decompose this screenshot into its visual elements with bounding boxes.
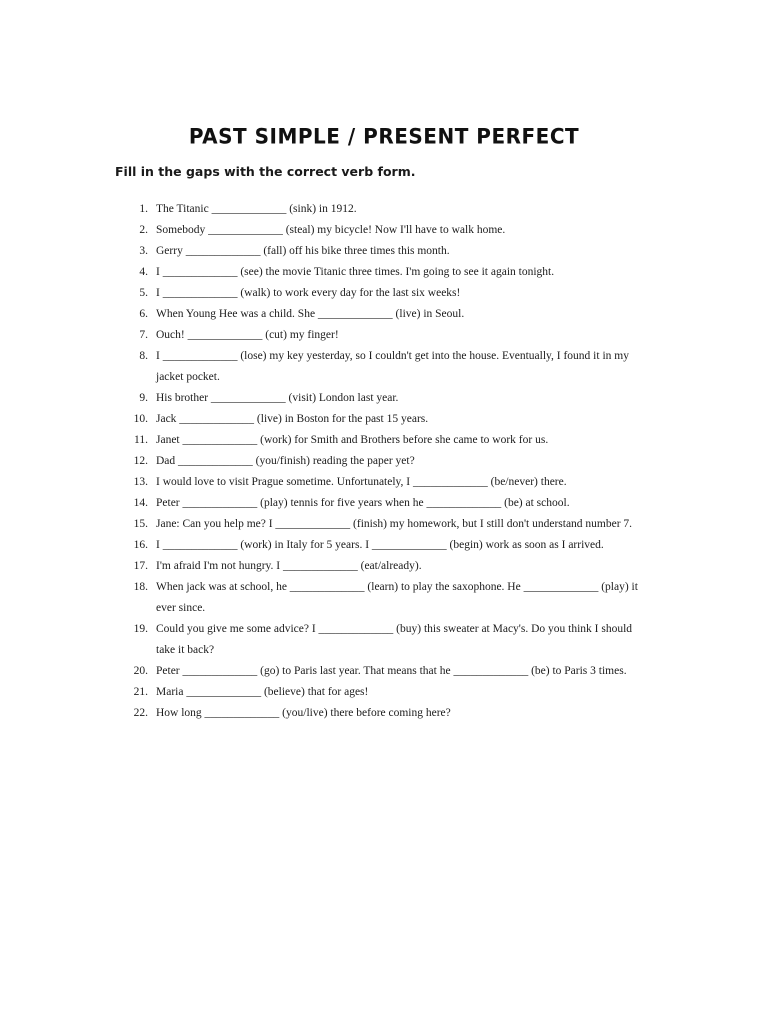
page-title: PAST SIMPLE / PRESENT PERFECT <box>188 123 580 149</box>
item-number: 6. <box>139 308 148 320</box>
item-text: I _____________ (work) in Italy for 5 years. I _____________ (begin) work as soon as I arrived. <box>156 539 604 551</box>
item-text: I would love to visit Prague sometime. Unfortunately, I _____________ (be/never) there. <box>156 476 567 488</box>
item-number: 7. <box>139 329 148 341</box>
item-number: 14. <box>133 497 148 509</box>
item-number: 5. <box>139 287 148 299</box>
exercise-item <box>122 409 650 430</box>
exercise-item <box>122 703 650 724</box>
item-number: 20. <box>133 665 148 677</box>
exercise-item <box>122 535 650 556</box>
item-number: 21. <box>133 686 148 698</box>
item-text: The Titanic _____________ (sink) in 1912. <box>156 203 357 215</box>
item-number: 10. <box>133 413 148 425</box>
item-number: 19. <box>133 623 148 635</box>
item-text: Jack _____________ (live) in Boston for the past 15 years. <box>156 413 429 425</box>
exercise-item <box>122 346 650 388</box>
item-text: I'm afraid I'm not hungry. I _____________ (eat/already). <box>156 560 422 572</box>
exercise-item <box>122 388 650 409</box>
exercise-item <box>122 451 650 472</box>
exercise-item <box>122 262 650 283</box>
item-number: 13. <box>133 476 148 488</box>
item-number: 12. <box>133 455 148 467</box>
item-number: 2. <box>139 224 148 236</box>
exercise-item <box>122 619 650 661</box>
item-number: 1. <box>139 203 148 215</box>
item-text: Maria _____________ (believe) that for ages! <box>156 686 369 698</box>
item-number: 17. <box>133 560 148 572</box>
exercise-item <box>122 472 650 493</box>
item-number: 9. <box>139 392 148 404</box>
item-text: Janet _____________ (work) for Smith and Brothers before she came to work for us. <box>156 434 549 446</box>
item-text: Ouch! _____________ (cut) my finger! <box>156 329 339 341</box>
item-number: 16. <box>133 539 148 551</box>
item-number: 3. <box>139 245 148 257</box>
item-number: 8. <box>139 350 148 362</box>
exercise-item <box>122 577 650 619</box>
exercise-item <box>122 304 650 325</box>
exercise-item <box>122 283 650 304</box>
exercise-item <box>122 682 650 703</box>
instructions: Fill in the gaps with the correct verb form. <box>115 164 416 179</box>
item-text: Could you give me some advice? I _____________ (buy) this sweater at Macy's. Do you think I should take it back? <box>156 623 633 656</box>
item-text: His brother _____________ (visit) London last year. <box>156 392 399 404</box>
exercise-item <box>122 220 650 241</box>
exercise-item <box>122 430 650 451</box>
item-text: Gerry _____________ (fall) off his bike three times this month. <box>156 245 450 257</box>
item-number: 11. <box>134 434 148 446</box>
exercise-item <box>122 556 650 577</box>
exercise-item <box>122 661 650 682</box>
item-text: I _____________ (lose) my key yesterday, so I couldn't get into the house. Eventually, I found it in my jacket pocket. <box>156 350 629 383</box>
exercise-item <box>122 514 650 535</box>
item-text: Jane: Can you help me? I _____________ (finish) my homework, but I still don't understand number 7. <box>156 518 633 530</box>
item-number: 4. <box>139 266 148 278</box>
item-text: When Young Hee was a child. She _____________ (live) in Seoul. <box>156 308 465 320</box>
exercise-list <box>122 199 650 724</box>
item-text: Peter _____________ (go) to Paris last year. That means that he _____________ (be) to Paris 3 times. <box>156 665 627 677</box>
exercise-item <box>122 325 650 346</box>
exercise-item <box>122 493 650 514</box>
item-text: I _____________ (see) the movie Titanic three times. I'm going to see it again tonight. <box>156 266 555 278</box>
item-text: Dad _____________ (you/finish) reading the paper yet? <box>156 455 415 467</box>
item-number: 22. <box>133 707 148 719</box>
exercise-item <box>122 199 650 220</box>
item-text: I _____________ (walk) to work every day for the last six weeks! <box>156 287 461 299</box>
item-text: Peter _____________ (play) tennis for five years when he _____________ (be) at school. <box>156 497 570 509</box>
item-number: 18. <box>133 581 148 593</box>
exercise-item <box>122 241 650 262</box>
item-text: How long _____________ (you/live) there before coming here? <box>156 707 451 719</box>
item-number: 15. <box>133 518 148 530</box>
item-text: When jack was at school, he _____________ (learn) to play the saxophone. He _____________ (play) it ever since. <box>156 581 638 614</box>
item-text: Somebody _____________ (steal) my bicycle! Now I'll have to walk home. <box>156 224 506 236</box>
